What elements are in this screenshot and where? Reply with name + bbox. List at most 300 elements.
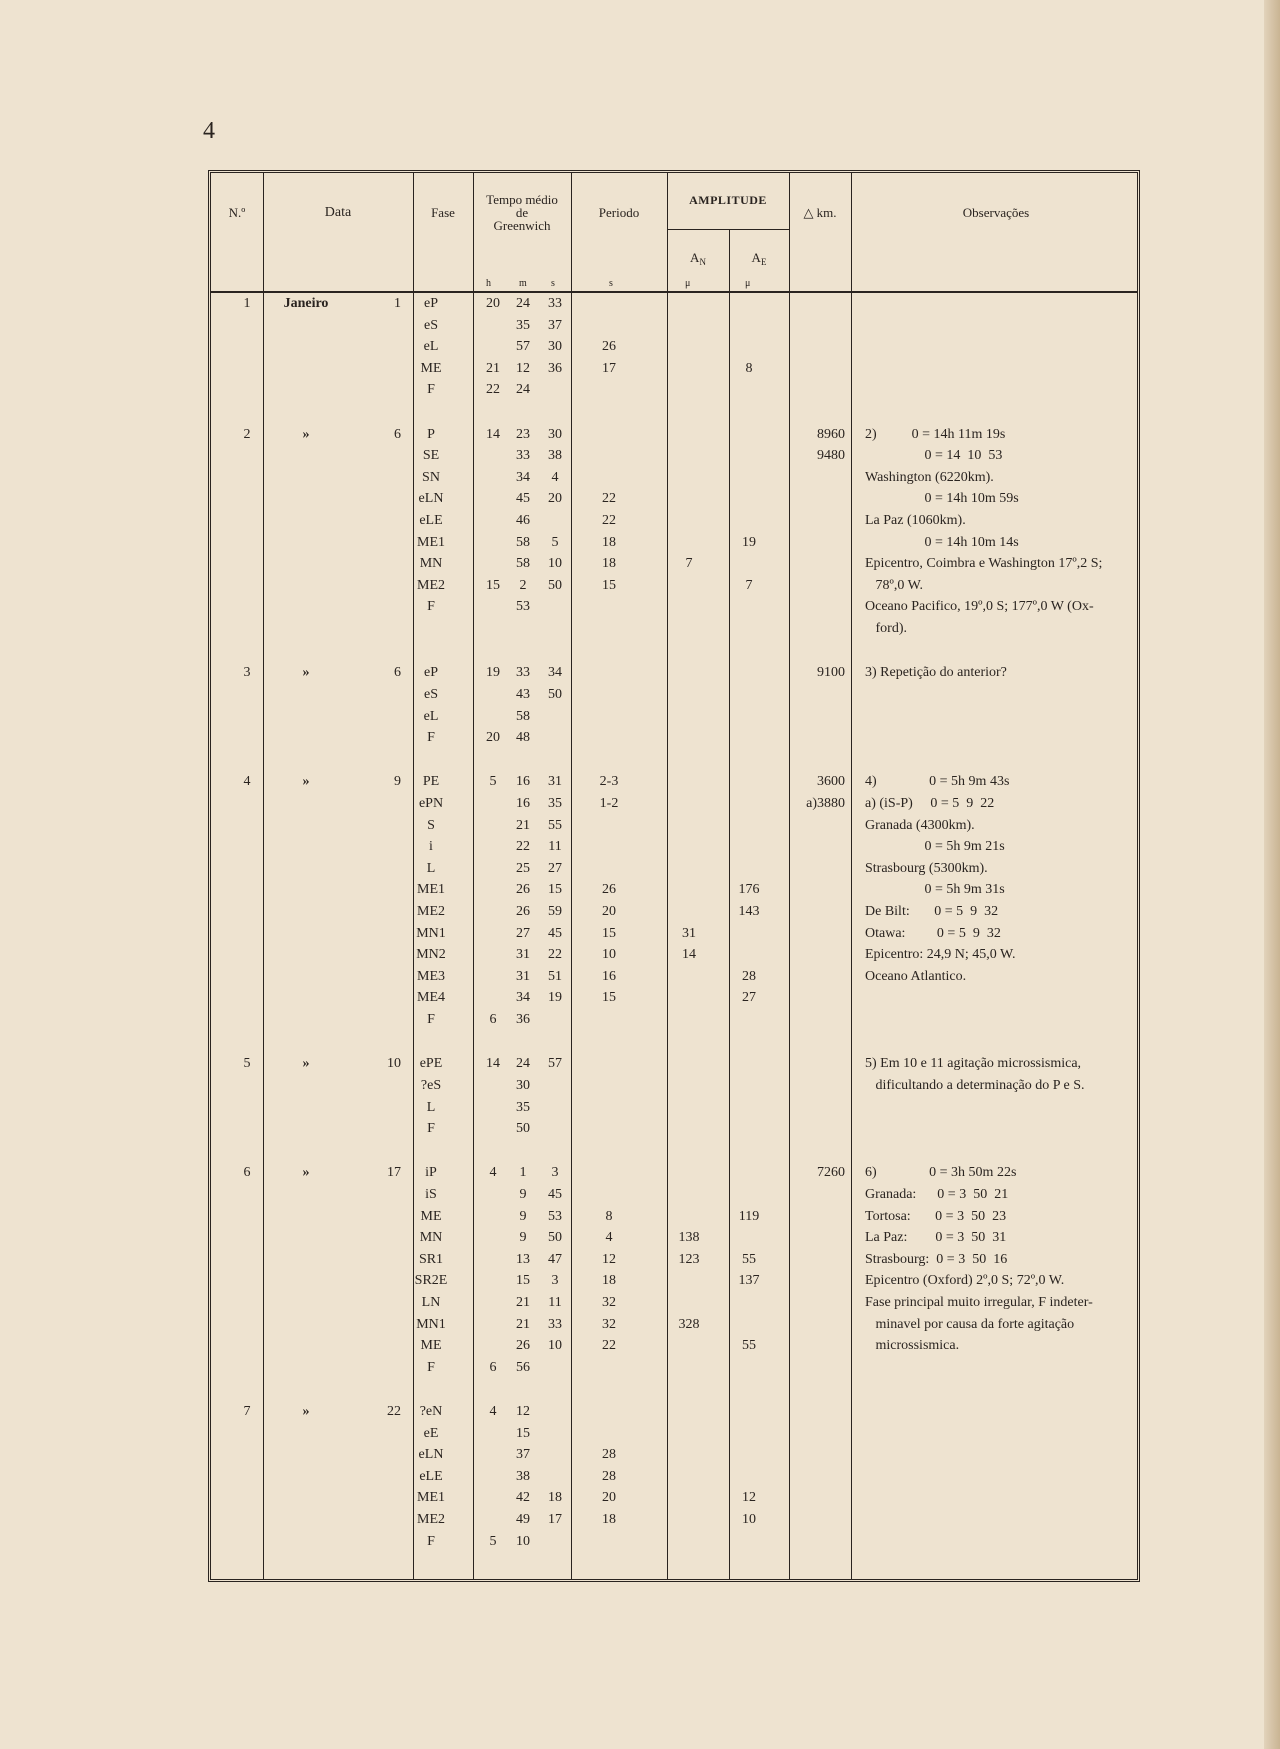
header-tempo-1: Tempo médio — [486, 192, 558, 207]
table-row — [211, 293, 1143, 315]
cell-h: 22 — [486, 382, 500, 398]
cell-obs: 0 = 14h 10m 59s — [865, 491, 1019, 507]
cell-ae: 28 — [742, 968, 756, 984]
cell-per: 18 — [602, 534, 616, 550]
unit-m: m — [519, 278, 527, 289]
cell-m: 16 — [516, 774, 530, 790]
cell-fase: ME4 — [417, 990, 445, 1006]
table-row — [211, 424, 1143, 446]
unit-periodo: s — [609, 278, 613, 289]
cell-fase: ME1 — [417, 534, 445, 550]
cell-s: 20 — [548, 491, 562, 507]
cell-s: 11 — [548, 1295, 562, 1310]
cell-m: 53 — [516, 599, 530, 615]
cell-m: 57 — [516, 339, 530, 355]
table-row — [211, 879, 1143, 901]
cell-per: 32 — [602, 1295, 616, 1310]
cell-per: 1-2 — [599, 796, 619, 812]
cell-s: 45 — [548, 925, 562, 941]
cell-h: 6 — [489, 1012, 497, 1028]
cell-fase: LN — [421, 1295, 441, 1310]
cell-s: 17 — [548, 1512, 562, 1528]
cell-fase: L — [426, 1099, 436, 1115]
cell-m: 38 — [516, 1468, 530, 1484]
cell-fase: eLN — [418, 491, 444, 507]
table-row — [211, 1401, 1143, 1423]
cell-km: 8960 — [817, 426, 845, 442]
cell-km: 9100 — [817, 665, 845, 681]
header-observacoes: Observações — [962, 205, 1030, 220]
table-row — [211, 1118, 1143, 1140]
cell-obs: 3) Repetição do anterior? — [865, 665, 1007, 681]
table-row — [211, 315, 1143, 337]
cell-per: 18 — [602, 1273, 616, 1289]
cell-s: 33 — [548, 1316, 562, 1332]
cell-ae: 19 — [742, 534, 756, 550]
cell-fase: SN — [422, 469, 440, 485]
cell-ae: 27 — [742, 990, 756, 1006]
cell-obs: 0 = 5h 9m 31s — [865, 882, 1005, 898]
table-row — [211, 1444, 1143, 1466]
cell-obs: Granada: 0 = 3 50 21 — [865, 1187, 1009, 1202]
cell-fase: ME2 — [417, 904, 445, 920]
cell-ae: 55 — [742, 1251, 756, 1267]
cell-obs: 5) Em 10 e 11 agitação microssismica, — [865, 1056, 1082, 1072]
cell-m: 35 — [516, 1099, 530, 1115]
cell-per: 26 — [602, 882, 616, 898]
table-row — [211, 1162, 1143, 1184]
cell-m: 13 — [516, 1251, 530, 1267]
table-row — [211, 793, 1143, 815]
cell-m: 22 — [516, 839, 530, 855]
cell-fase: F — [427, 1012, 435, 1028]
table-row — [211, 901, 1143, 923]
cell-m: 23 — [516, 426, 530, 442]
cell-obs: Epicentro, Coimbra e Washington 17º,2 S; — [865, 556, 1103, 572]
cell-no: 6 — [243, 1165, 251, 1181]
cell-h: 5 — [489, 774, 497, 790]
table-row — [211, 1531, 1143, 1553]
cell-fase: eL — [423, 339, 439, 355]
cell-fase: PE — [422, 774, 440, 790]
cell-m: 31 — [516, 968, 530, 984]
cell-s: 18 — [548, 1490, 562, 1506]
cell-day: 22 — [387, 1404, 401, 1420]
cell-m: 34 — [516, 990, 530, 1006]
cell-s: 19 — [548, 990, 562, 1006]
cell-obs: Fase principal muito irregular, F indeter- — [865, 1295, 1093, 1310]
cell-m: 15 — [516, 1273, 530, 1289]
table-row — [211, 1227, 1143, 1249]
cell-day: 17 — [387, 1165, 401, 1181]
table-row — [211, 467, 1143, 489]
cell-fase: iS — [425, 1187, 437, 1202]
cell-fase: eLE — [419, 513, 443, 529]
cell-an: 123 — [678, 1251, 700, 1267]
cell-m: 58 — [516, 708, 530, 724]
table-row — [211, 618, 1143, 640]
cell-no: 3 — [243, 665, 251, 681]
cell-s: 10 — [548, 1338, 562, 1354]
cell-km: 7260 — [817, 1165, 845, 1181]
cell-fase: eS — [424, 317, 438, 333]
cell-day: 10 — [387, 1056, 401, 1072]
cell-obs: Washington (6220km). — [865, 469, 994, 485]
cell-m: 49 — [516, 1512, 530, 1528]
cell-fase: eE — [423, 1425, 439, 1441]
cell-obs: De Bilt: 0 = 5 9 32 — [865, 904, 999, 920]
table-row — [211, 684, 1143, 706]
cell-fase: F — [427, 1533, 435, 1549]
cell-fase: ME — [420, 1208, 442, 1224]
cell-s: 30 — [548, 426, 562, 442]
cell-ae: 55 — [742, 1338, 756, 1354]
cell-per: 4 — [605, 1230, 613, 1246]
cell-m: 24 — [516, 296, 530, 311]
cell-s: 4 — [551, 469, 559, 485]
cell-mon: » — [302, 665, 310, 681]
cell-s: 55 — [548, 817, 562, 833]
table-row — [211, 596, 1143, 618]
cell-m: 2 — [519, 577, 527, 593]
cell-per: 22 — [602, 491, 616, 507]
cell-per: 20 — [602, 904, 616, 920]
cell-s: 27 — [548, 860, 562, 876]
cell-fase: ME2 — [417, 1512, 445, 1528]
cell-obs: 0 = 14h 10m 14s — [865, 534, 1019, 550]
header-fase: Fase — [431, 205, 455, 220]
cell-obs: Granada (4300km). — [865, 817, 975, 833]
table-row — [211, 1270, 1143, 1292]
table-row — [211, 858, 1143, 880]
table-row — [211, 510, 1143, 532]
header-an-letter: A — [690, 250, 700, 265]
table-row — [211, 1292, 1143, 1314]
table-row — [211, 1053, 1143, 1075]
cell-no: 4 — [243, 774, 251, 790]
table-row — [211, 944, 1143, 966]
cell-day: 6 — [394, 426, 401, 442]
table-row — [211, 336, 1143, 358]
cell-per: 8 — [605, 1208, 613, 1224]
table-row — [211, 1509, 1143, 1531]
cell-fase: P — [427, 426, 435, 442]
cell-ae: 12 — [742, 1490, 756, 1506]
unit-ae: μ — [745, 278, 751, 289]
cell-m: 16 — [516, 796, 530, 812]
cell-per: 26 — [602, 339, 616, 355]
table-row — [211, 1466, 1143, 1488]
cell-fase: eLE — [419, 1468, 443, 1484]
cell-m: 37 — [516, 1447, 530, 1463]
cell-fase: eP — [424, 296, 438, 311]
cell-mon: Janeiro — [283, 296, 329, 311]
table-row — [211, 727, 1143, 749]
cell-obs: 0 = 5h 9m 21s — [865, 839, 1005, 855]
cell-s: 3 — [551, 1273, 559, 1289]
page-number: 4 — [203, 118, 215, 144]
cell-obs: ford). — [865, 621, 907, 637]
cell-ae: 176 — [738, 882, 760, 898]
table-row — [211, 662, 1143, 684]
cell-m: 56 — [516, 1359, 530, 1375]
header-periodo: Periodo — [598, 205, 640, 220]
cell-s: 33 — [548, 296, 562, 311]
table-row — [211, 836, 1143, 858]
cell-m: 24 — [516, 382, 530, 398]
table-row — [211, 532, 1143, 554]
table-row — [211, 1009, 1143, 1031]
cell-m: 45 — [516, 491, 530, 507]
cell-m: 10 — [516, 1533, 530, 1549]
cell-obs: Otawa: 0 = 5 9 32 — [865, 925, 1001, 941]
cell-per: 28 — [602, 1468, 616, 1484]
cell-m: 48 — [516, 730, 530, 746]
cell-fase: eP — [424, 665, 438, 681]
cell-m: 46 — [516, 513, 530, 529]
cell-fase: eL — [423, 708, 439, 724]
cell-obs: Oceano Pacifico, 19º,0 S; 177º,0 W (Ox- — [865, 599, 1094, 615]
cell-fase: L — [426, 860, 436, 876]
cell-h: 6 — [489, 1359, 497, 1375]
cell-per: 17 — [602, 360, 616, 376]
cell-km: a)3880 — [806, 796, 845, 812]
cell-s: 50 — [548, 1230, 562, 1246]
cell-s: 37 — [548, 317, 562, 333]
cell-mon: » — [302, 426, 310, 442]
header-amplitude: AMPLITUDE — [689, 193, 767, 207]
cell-m: 9 — [519, 1230, 527, 1246]
header-delta-km: △ km. — [803, 205, 837, 220]
cell-per: 10 — [602, 947, 616, 963]
cell-m: 36 — [516, 1012, 530, 1028]
cell-ae: 119 — [738, 1208, 760, 1224]
cell-fase: S — [427, 817, 435, 833]
cell-fase: SR2E — [414, 1273, 448, 1289]
cell-fase: F — [427, 599, 435, 615]
cell-no: 1 — [243, 296, 251, 311]
cell-m: 58 — [516, 556, 530, 572]
cell-per: 15 — [602, 925, 616, 941]
cell-day: 9 — [394, 774, 401, 790]
cell-ae: 137 — [738, 1273, 760, 1289]
table-row — [211, 1357, 1143, 1379]
cell-fase: ME2 — [417, 577, 445, 593]
cell-fase: ME — [420, 1338, 442, 1354]
cell-fase: eLN — [418, 1447, 444, 1463]
cell-h: 21 — [486, 360, 500, 376]
cell-m: 12 — [516, 360, 530, 376]
table-row — [211, 1075, 1143, 1097]
cell-obs: Strasbourg: 0 = 3 50 16 — [865, 1251, 1008, 1267]
cell-per: 18 — [602, 1512, 616, 1528]
table-row — [211, 1249, 1143, 1271]
header-ae-letter: A — [751, 250, 761, 265]
cell-per: 22 — [602, 513, 616, 529]
cell-fase: ME3 — [417, 968, 445, 984]
cell-obs: Strasbourg (5300km). — [865, 860, 988, 876]
table-row — [211, 1184, 1143, 1206]
cell-s: 15 — [548, 882, 562, 898]
cell-fase: F — [427, 382, 435, 398]
cell-h: 14 — [486, 1056, 500, 1072]
cell-s: 36 — [548, 360, 562, 376]
cell-s: 34 — [548, 665, 562, 681]
table-row — [211, 1206, 1143, 1228]
cell-ae: 143 — [738, 904, 760, 920]
cell-fase: ME1 — [417, 882, 445, 898]
cell-obs: a) (iS-P) 0 = 5 9 22 — [865, 796, 995, 812]
table-row — [211, 987, 1143, 1009]
seismic-observations-table — [208, 170, 1140, 1582]
cell-s: 10 — [548, 556, 562, 572]
cell-s: 30 — [548, 339, 562, 355]
cell-s: 51 — [548, 968, 562, 984]
cell-fase: MN — [419, 1230, 443, 1246]
cell-s: 35 — [548, 796, 562, 812]
cell-km: 3600 — [817, 774, 845, 790]
cell-no: 5 — [243, 1056, 251, 1072]
cell-s: 50 — [548, 577, 562, 593]
cell-m: 27 — [516, 925, 530, 941]
cell-fase: F — [427, 730, 435, 746]
cell-day: 6 — [394, 665, 401, 681]
cell-ae: 10 — [742, 1512, 756, 1528]
cell-obs: La Paz: 0 = 3 50 31 — [865, 1230, 1007, 1246]
cell-obs: Epicentro (Oxford) 2º,0 S; 72º,0 W. — [865, 1273, 1065, 1289]
unit-an: μ — [685, 278, 691, 289]
cell-m: 30 — [516, 1077, 530, 1093]
cell-h: 5 — [489, 1533, 497, 1549]
cell-m: 9 — [519, 1208, 527, 1224]
cell-obs: microssismica. — [865, 1338, 960, 1354]
cell-s: 53 — [548, 1208, 562, 1224]
table-row — [211, 706, 1143, 728]
table-row — [211, 815, 1143, 837]
cell-s: 31 — [548, 774, 562, 790]
table-row — [211, 1097, 1143, 1119]
unit-h: h — [486, 278, 491, 289]
cell-per: 15 — [602, 577, 616, 593]
cell-m: 33 — [516, 665, 530, 681]
cell-m: 31 — [516, 947, 530, 963]
table-row — [211, 553, 1143, 575]
cell-mon: » — [302, 774, 310, 790]
cell-h: 4 — [489, 1165, 497, 1181]
cell-obs: 2) 0 = 14h 11m 19s — [865, 426, 1006, 442]
cell-obs: Oceano Atlantico. — [865, 968, 967, 984]
cell-m: 21 — [516, 817, 530, 833]
cell-ae: 7 — [745, 577, 753, 593]
cell-mon: » — [302, 1165, 310, 1181]
cell-m: 15 — [516, 1425, 530, 1441]
cell-an: 7 — [685, 556, 693, 572]
cell-per: 20 — [602, 1490, 616, 1506]
cell-m: 12 — [516, 1404, 530, 1420]
table-row — [211, 1314, 1143, 1336]
cell-m: 25 — [516, 860, 530, 876]
cell-fase: SE — [422, 448, 440, 464]
cell-an: 31 — [682, 925, 696, 941]
cell-m: 58 — [516, 534, 530, 550]
unit-s: s — [551, 278, 555, 289]
cell-m: 1 — [519, 1165, 527, 1181]
cell-s: 3 — [551, 1165, 559, 1181]
cell-m: 21 — [516, 1316, 530, 1332]
amplitude-subheader-rule — [667, 229, 789, 230]
cell-m: 24 — [516, 1056, 530, 1072]
table-row — [211, 771, 1143, 793]
header-ae — [729, 251, 789, 269]
cell-fase: MN — [419, 556, 443, 572]
cell-h: 19 — [486, 665, 500, 681]
cell-obs: 6) 0 = 3h 50m 22s — [865, 1165, 1017, 1181]
cell-fase: MN1 — [416, 925, 446, 941]
cell-ae: 8 — [745, 360, 753, 376]
cell-s: 50 — [548, 686, 562, 702]
cell-fase: ?eS — [420, 1077, 442, 1093]
table-row — [211, 1335, 1143, 1357]
cell-an: 14 — [682, 947, 696, 963]
cell-obs: 78º,0 W. — [865, 577, 924, 593]
cell-per: 18 — [602, 556, 616, 572]
cell-s: 5 — [551, 534, 559, 550]
cell-obs: La Paz (1060km). — [865, 513, 966, 529]
header-an — [667, 251, 729, 269]
table-row — [211, 966, 1143, 988]
cell-fase: ePN — [418, 796, 444, 812]
table-row — [211, 488, 1143, 510]
cell-fase: SR1 — [418, 1251, 444, 1267]
cell-day: 1 — [394, 296, 401, 311]
table-row — [211, 923, 1143, 945]
cell-fase: ePE — [419, 1056, 443, 1072]
cell-obs: Epicentro: 24,9 N; 45,0 W. — [865, 947, 1016, 963]
cell-fase: F — [427, 1359, 435, 1375]
cell-s: 47 — [548, 1251, 562, 1267]
cell-km: 9480 — [817, 448, 845, 464]
cell-obs: minavel por causa da forte agitação — [865, 1316, 1075, 1332]
header-tempo-3: Greenwich — [493, 218, 551, 233]
cell-obs: dificultando a determinação do P e S. — [865, 1077, 1085, 1093]
cell-m: 33 — [516, 448, 530, 464]
cell-per: 2-3 — [599, 774, 619, 790]
cell-m: 26 — [516, 1338, 530, 1354]
cell-m: 26 — [516, 904, 530, 920]
cell-an: 138 — [678, 1230, 700, 1246]
cell-fase: i — [429, 839, 433, 855]
cell-per: 15 — [602, 990, 616, 1006]
table-row — [211, 1423, 1143, 1445]
table-row — [211, 379, 1143, 401]
cell-s: 38 — [548, 448, 562, 464]
table-row — [211, 358, 1143, 380]
cell-m: 34 — [516, 469, 530, 485]
cell-s: 11 — [548, 839, 562, 855]
cell-m: 42 — [516, 1490, 530, 1506]
header-ae-sub: E — [760, 257, 767, 267]
cell-s: 45 — [548, 1187, 562, 1202]
cell-per: 12 — [602, 1251, 616, 1267]
cell-h: 14 — [486, 426, 500, 442]
cell-obs: Tortosa: 0 = 3 50 23 — [865, 1208, 1007, 1224]
cell-fase: MN1 — [416, 1316, 446, 1332]
cell-fase: iP — [425, 1165, 437, 1181]
cell-no: 7 — [243, 1404, 251, 1420]
cell-h: 20 — [486, 296, 500, 311]
header-an-sub: N — [699, 257, 706, 267]
cell-m: 43 — [516, 686, 530, 702]
